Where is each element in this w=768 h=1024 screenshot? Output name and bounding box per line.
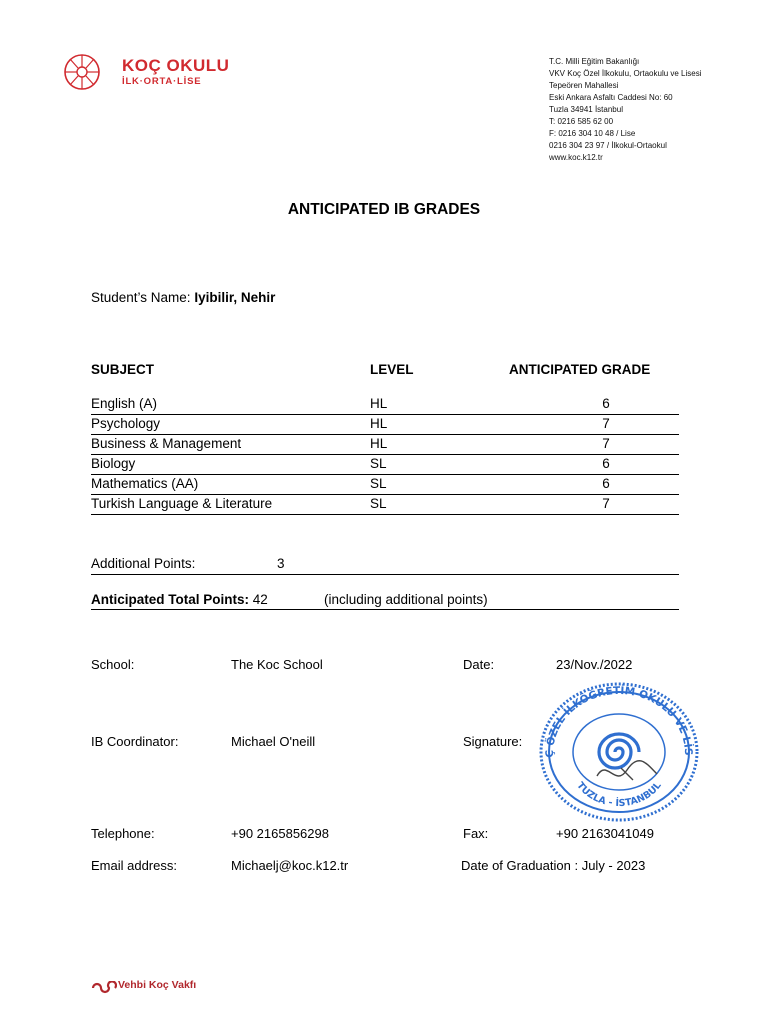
grade-cell: 7 xyxy=(602,496,610,511)
total-points-value: 42 xyxy=(252,592,268,607)
section-divider xyxy=(91,574,679,575)
address-line: T: 0216 585 62 00 xyxy=(549,117,614,126)
fax-value: +90 2163041049 xyxy=(556,826,654,841)
grade-cell: 7 xyxy=(602,416,610,431)
total-points-row xyxy=(91,592,268,607)
header-grade: ANTICIPATED GRADE xyxy=(509,362,651,377)
school-label: School: xyxy=(91,657,135,672)
graduation-row xyxy=(461,858,645,873)
email-label: Email address: xyxy=(91,858,177,873)
header-subject: SUBJECT xyxy=(91,362,155,377)
school-name: KOÇ OKULU xyxy=(122,56,230,75)
additional-points-label: Additional Points: xyxy=(91,556,196,571)
vkv-logo-icon xyxy=(91,981,117,995)
row-divider xyxy=(91,454,679,455)
telephone-value: +90 2165856298 xyxy=(231,826,329,841)
address-line: Tepeören Mahallesi xyxy=(549,81,619,90)
address-line: T.C. Milli Eğitim Bakanlığı xyxy=(549,57,640,66)
subject-cell: Business & Management xyxy=(91,436,242,451)
row-divider xyxy=(91,414,679,415)
total-points-label: Anticipated Total Points: xyxy=(91,592,249,607)
school-subtitle: İLK·ORTA·LİSE xyxy=(122,76,202,87)
subject-cell: Psychology xyxy=(91,416,161,431)
address-line: Tuzla 34941 İstanbul xyxy=(549,105,623,114)
student-name-label: Student’s Name: xyxy=(91,290,191,305)
address-line: www.koc.k12.tr xyxy=(549,153,603,162)
footer-brand: Vehbi Koç Vakfı xyxy=(118,979,197,991)
grade-cell: 6 xyxy=(602,456,610,471)
date-label: Date: xyxy=(463,657,495,672)
subject-cell: English (A) xyxy=(91,396,158,411)
subject-cell: Mathematics (AA) xyxy=(91,476,199,491)
address-line: VKV Koç Özel İlkokulu, Ortaokulu ve Lisesi xyxy=(549,69,702,78)
graduation-value: July - 2023 xyxy=(581,858,646,873)
address-line: Eski Ankara Asfaltı Caddesi No: 60 xyxy=(549,93,673,102)
telephone-label: Telephone: xyxy=(91,826,155,841)
grade-cell: 6 xyxy=(602,476,610,491)
subject-cell: Turkish Language & Literature xyxy=(91,496,273,511)
student-name-value: Iyibilir, Nehir xyxy=(194,290,276,305)
graduation-label: Date of Graduation : xyxy=(461,858,579,873)
coordinator-label: IB Coordinator: xyxy=(91,734,179,749)
grade-cell: 6 xyxy=(602,396,610,411)
grade-cell: 7 xyxy=(602,436,610,451)
page-title: ANTICIPATED IB GRADES xyxy=(287,201,481,218)
footer-logo xyxy=(91,979,117,997)
school-value: The Koc School xyxy=(231,657,323,672)
total-points-note: (including additional points) xyxy=(324,592,488,607)
student-name-row xyxy=(91,290,275,305)
svg-text:TUZLA - İSTANBUL: TUZLA - İSTANBUL xyxy=(574,780,664,810)
level-cell: HL xyxy=(370,436,388,451)
level-cell: HL xyxy=(370,396,388,411)
signature-label: Signature: xyxy=(463,734,523,749)
level-cell: SL xyxy=(370,476,387,491)
coordinator-value: Michael O'neill xyxy=(231,734,316,749)
level-cell: HL xyxy=(370,416,388,431)
email-value: Michaelj@koc.k12.tr xyxy=(231,858,349,873)
section-divider xyxy=(91,609,679,610)
subject-cell: Biology xyxy=(91,456,136,471)
address-line: 0216 304 23 97 / İlkokul-Ortaokul xyxy=(549,141,667,150)
stamp-seal-icon xyxy=(537,678,701,822)
fax-label: Fax: xyxy=(463,826,489,841)
level-cell: SL xyxy=(370,456,387,471)
additional-points-value: 3 xyxy=(277,556,285,571)
school-address xyxy=(549,56,702,164)
row-divider xyxy=(91,474,679,475)
school-emblem-icon xyxy=(62,52,118,92)
row-divider xyxy=(91,514,679,515)
header-level: LEVEL xyxy=(370,362,414,377)
svg-text:KOÇ ÖZEL İLKÖĞRETİM OKULU VE L: Ç ÖZEL İLKÖĞRETİM OKULU VE LİS xyxy=(543,684,695,758)
date-value: 23/Nov./2022 xyxy=(556,657,633,672)
address-line: F: 0216 304 10 48 / Lise xyxy=(549,129,636,138)
row-divider xyxy=(91,494,679,495)
row-divider xyxy=(91,434,679,435)
school-stamp xyxy=(537,678,701,822)
level-cell: SL xyxy=(370,496,387,511)
